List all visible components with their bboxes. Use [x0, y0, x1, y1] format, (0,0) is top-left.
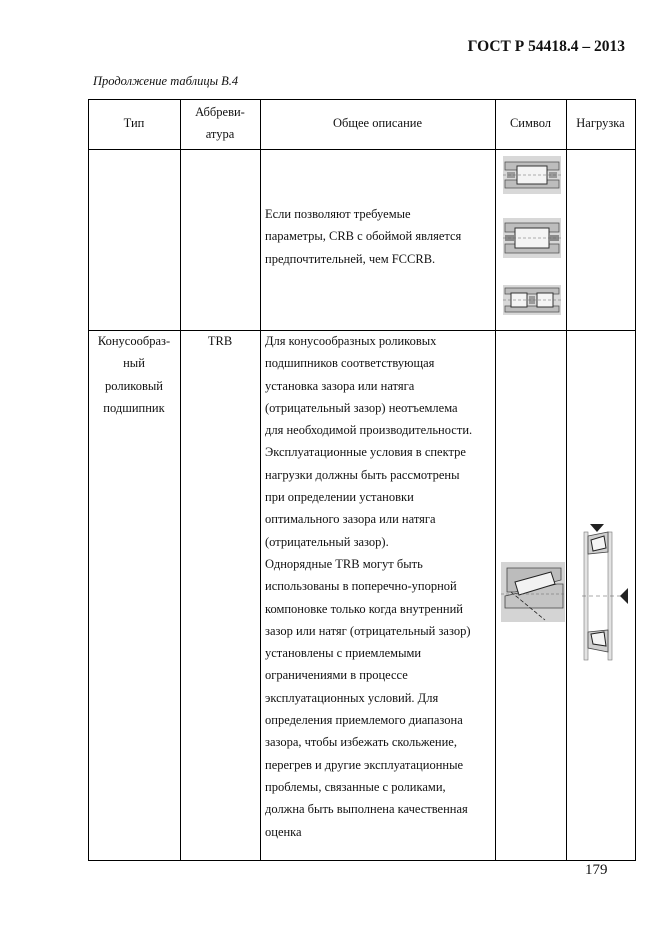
- description-line: перегрев и другие эксплуатационные: [265, 757, 464, 772]
- page-number: 179: [585, 862, 608, 878]
- description-line: установка зазора или натяга: [265, 378, 415, 393]
- type-line: Конусообраз-: [97, 334, 171, 348]
- type-line: подшипник: [103, 400, 165, 415]
- table-caption: Продолжение таблицы В.4: [93, 74, 239, 88]
- description-line: нагрузки должны быть рассмотрены: [265, 467, 460, 482]
- document-standard-number: ГОСТ Р 54418.4 – 2013: [467, 38, 625, 55]
- description-line: определения приемлемого диапазона: [265, 713, 463, 728]
- description-line: Однорядные TRB могут быть: [265, 556, 423, 571]
- column-header-symbol: Символ: [509, 116, 552, 130]
- description-line: ограничениями в процессе: [265, 668, 408, 683]
- description-line: параметры, CRB с обоймой является: [265, 229, 462, 244]
- description-line: (отрицательный зазор) неотъемлема: [265, 400, 458, 415]
- table-row-1-description: [265, 203, 489, 270]
- table-row-2-type: [88, 330, 180, 419]
- description-line: оценка: [265, 824, 302, 839]
- type-line: роликовый: [105, 378, 163, 393]
- description-line: для необходимой производительности.: [265, 423, 473, 438]
- description-line: (отрицательный зазор).: [265, 534, 389, 549]
- description-line: Для конусообразных роликовых: [265, 334, 437, 348]
- description-line: эксплуатационных условий. Для: [265, 690, 439, 705]
- description-line: зазора, чтобы избежать скольжение,: [265, 735, 457, 750]
- description-line: использованы в поперечно-упорной: [265, 579, 457, 594]
- cylindrical-roller-bearing-with-cage-icon: [503, 218, 561, 258]
- abbreviation-value: TRB: [207, 334, 233, 348]
- column-header-abbreviation-line1: Аббреви-: [195, 105, 245, 119]
- description-line: оптимального зазора или натяга: [265, 512, 436, 527]
- description-line: Эксплуатационные условия в спектре: [265, 445, 466, 460]
- full-complement-cylindrical-roller-bearing-icon: [503, 285, 561, 315]
- column-header-description: Общее описание: [332, 116, 423, 130]
- description-line: должна быть выполнена качественная: [265, 802, 468, 817]
- description-line: при определении установки: [265, 490, 414, 505]
- column-header-load: Нагрузка: [576, 116, 625, 130]
- table-row-2-description: [265, 330, 489, 843]
- description-line: проблемы, связанные с роликами,: [265, 779, 446, 794]
- description-line: компоновке только когда внутренний: [265, 601, 463, 616]
- table-row-2-abbreviation: [180, 330, 260, 352]
- description-line: зазор или натяг (отрицательный зазор): [265, 623, 471, 638]
- description-line: подшипников соответствующая: [265, 356, 435, 371]
- tapered-roller-bearing-icon: [501, 562, 565, 622]
- column-header-abbreviation: [180, 99, 260, 145]
- description-line: Если позволяют требуемые: [265, 207, 411, 221]
- description-line: предпочтительней, чем FCCRB.: [265, 251, 436, 266]
- description-line: установлены с приемлемыми: [265, 646, 422, 661]
- cylindrical-roller-bearing-icon: [503, 156, 561, 194]
- type-line: ный: [123, 356, 145, 371]
- column-header-abbreviation-line2: атура: [205, 127, 235, 141]
- column-header-type: Тип: [123, 116, 145, 130]
- tapered-bearing-load-diagram-icon: [574, 520, 630, 662]
